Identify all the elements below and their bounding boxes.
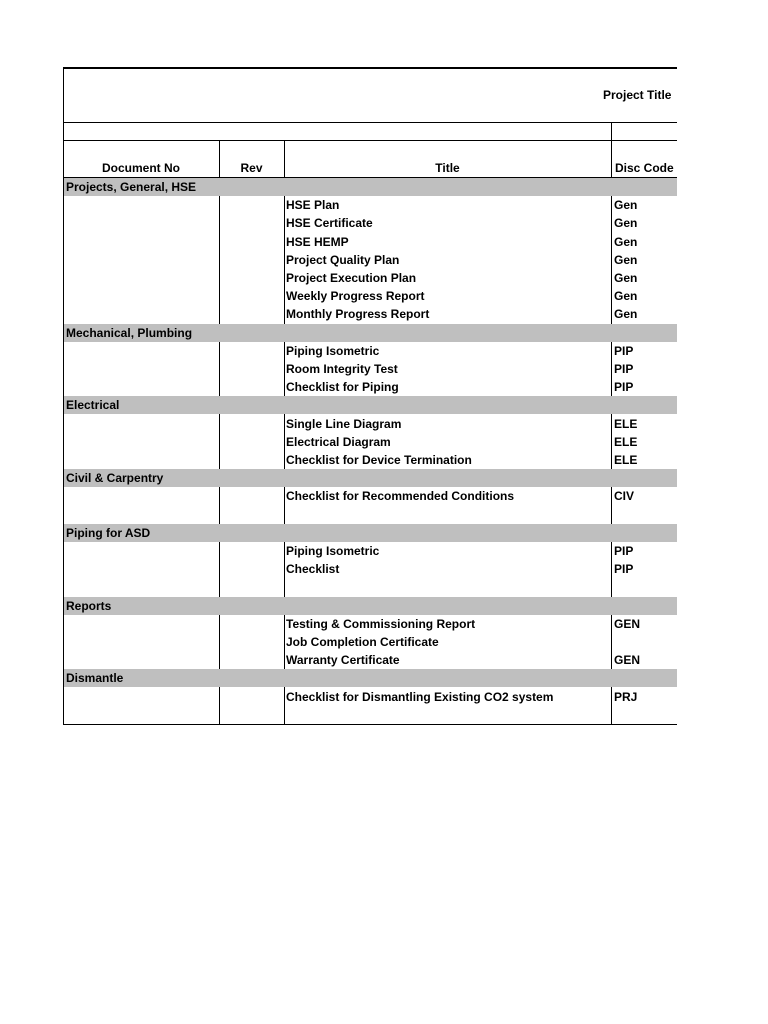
- disc-code: CIV: [614, 489, 635, 504]
- disc-code: Gen: [614, 271, 638, 285]
- disc-code: Gen: [614, 234, 638, 249]
- document-title: Weekly Progress Report: [286, 289, 425, 304]
- section-band: [64, 597, 677, 615]
- disc-code: Gen: [614, 198, 638, 213]
- section-name: Projects, General, HSE: [66, 180, 197, 194]
- document-title: Job Completion Certificate: [286, 635, 439, 649]
- disc-code: PRJ: [614, 689, 638, 704]
- section-name: Mechanical, Plumbing: [66, 325, 193, 340]
- document-title: Checklist for Device Termination: [286, 453, 472, 467]
- disc-code: ELE: [614, 416, 638, 431]
- title-band-divider: [63, 122, 677, 123]
- disc-code: PIP: [614, 362, 634, 376]
- column-header-disc-code: Disc Code: [615, 161, 674, 175]
- document-title: Monthly Progress Report: [286, 307, 430, 322]
- disc-code: PIP: [614, 544, 634, 558]
- document-title: Project Execution Plan: [286, 271, 417, 285]
- section-name: Piping for ASD: [66, 525, 151, 540]
- disc-code: Gen: [614, 216, 638, 231]
- disc-code: GEN: [614, 616, 641, 631]
- document-title: Single Line Diagram: [286, 416, 402, 431]
- section-name: Reports: [66, 598, 112, 613]
- section-band: [64, 524, 677, 542]
- section-band: [64, 396, 677, 414]
- section-band: [64, 669, 677, 687]
- disc-code: Gen: [614, 252, 638, 267]
- column-divider-disc-code: [611, 140, 612, 725]
- document-title: Checklist for Piping: [286, 380, 399, 395]
- document-title: Checklist for Recommended Conditions: [286, 489, 515, 504]
- table-bottom-border: [63, 724, 677, 725]
- section-name: Dismantle: [66, 671, 124, 686]
- document-register-sheet: [63, 67, 677, 725]
- document-title: Project Quality Plan: [286, 252, 400, 267]
- document-title: Warranty Certificate: [286, 653, 400, 668]
- document-title: Room Integrity Test: [286, 362, 398, 376]
- disc-code: PIP: [614, 562, 634, 577]
- title-band-column-divider: [611, 122, 612, 141]
- document-title: HSE Certificate: [286, 216, 373, 231]
- disc-code: Gen: [614, 307, 638, 322]
- document-title: Electrical Diagram: [286, 434, 391, 449]
- disc-code: GEN: [614, 653, 641, 668]
- document-title: Piping Isometric: [286, 343, 380, 358]
- column-header-title: Title: [435, 161, 460, 175]
- document-title: Testing & Commissioning Report: [286, 616, 476, 631]
- disc-code: ELE: [614, 453, 638, 467]
- disc-code: Gen: [614, 289, 638, 304]
- document-title: Checklist for Dismantling Existing CO2 system: [286, 689, 554, 704]
- column-header-rev: Rev: [240, 161, 263, 175]
- disc-code: ELE: [614, 434, 638, 449]
- project-title-label: Project Title: [603, 88, 672, 102]
- document-title: Checklist: [286, 562, 340, 577]
- column-header-document-no: Document No: [102, 161, 180, 175]
- disc-code: PIP: [614, 343, 634, 358]
- column-divider-rev: [219, 140, 220, 725]
- table-top-border: [63, 67, 677, 69]
- section-name: Electrical: [66, 398, 120, 413]
- document-title: HSE HEMP: [286, 234, 349, 249]
- disc-code: PIP: [614, 380, 634, 395]
- column-divider-title: [284, 140, 285, 725]
- document-title: Piping Isometric: [286, 544, 380, 558]
- header-top-divider: [63, 140, 677, 141]
- document-title: HSE Plan: [286, 198, 340, 213]
- section-name: Civil & Carpentry: [66, 471, 164, 486]
